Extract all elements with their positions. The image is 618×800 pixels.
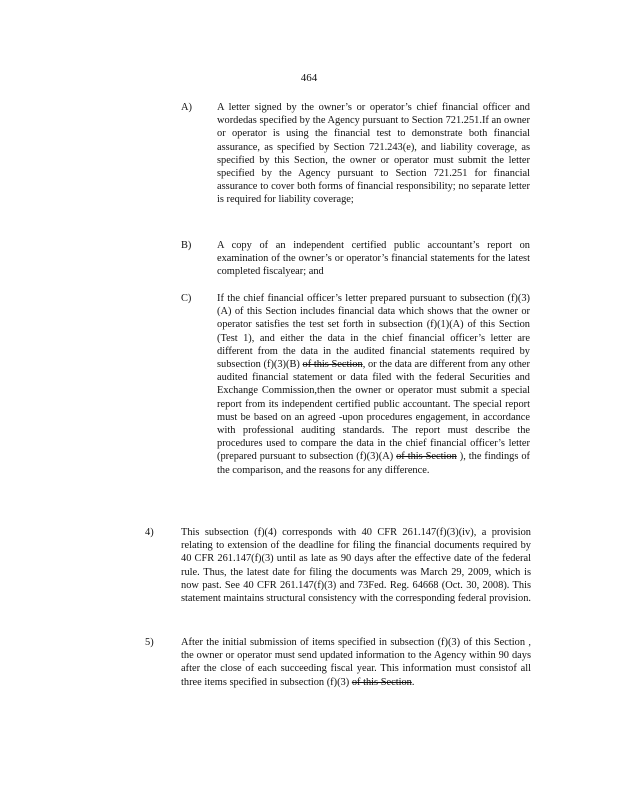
paragraph-c-strikethrough-1: of this Section <box>302 359 363 371</box>
paragraph-5-label: 5) <box>145 637 154 648</box>
paragraph-4-label: 4) <box>145 527 154 538</box>
paragraph-c-text-part-3: ), the findings of the comparison, and the reasons for any difference. <box>217 451 530 476</box>
paragraph-5-text-part-1: After the initial submission of items specified in subsection (f)(3) of this Section , the owner or operator must send updated information to the Agency within 90 days after the close of each succeeding fiscal year. This information must consistof all three items specified in subsection (f)(3) <box>181 637 531 688</box>
paragraph-5-strikethrough: of this Section <box>351 676 412 688</box>
paragraph-b-label: B) <box>181 240 192 251</box>
paragraph-c-text-part-1: If the chief financial officer’s letter prepared pursuant to subsection (f)(3)(A) of this Section includes financial data which shows that the owner or operator satisfies the test set forth in subsection (f)(1)(A) of this Section (Test 1), and either the data in the chief financial officer’s letter are different from the data in the audited financial statements required by subsection (f)(3)(B) <box>217 293 530 371</box>
page-number: 464 <box>300 72 318 84</box>
paragraph-4-text: This subsection (f)(4) corresponds with 40 CFR 261.147(f)(3)(iv), a provision relating to extension of the deadline for filing the financial documents required by 40 CFR 261.147(f)(3) until as late as 90 days after the effective date of the federal rule. Thus, the latest date for filing the documents was March 29, 2009, which is now past. See 40 CFR 261.147(f)(3) and 73Fed. Reg. 64668 (Oct. 30, 2008). This statement maintains structural consistency with the corresponding federal provision. <box>181 527 532 605</box>
paragraph-5-text <box>181 636 531 689</box>
paragraph-5-text-part-2: . <box>411 676 415 688</box>
paragraph-c-strikethrough-2: of this Section <box>396 451 457 463</box>
paragraph-a-text: A letter signed by the owner’s or operator’s chief financial officer and wordedas specified by the Agency pursuant to Section 721.251.If an owner or operator is using the financial test to demonstrate both financial assurance, as specified by Section 721.243(e), and liability coverage, as specified by this Section, the owner or operator must submit the letter specified by the Agency pursuant to Section 721.251 for financial assurance to cover both forms of financial responsibility; no separate letter is required for liability coverage; <box>217 102 530 206</box>
paragraph-a-label: A) <box>181 102 192 113</box>
paragraph-c-label: C) <box>181 293 192 304</box>
paragraph-b-text: A copy of an independent certified public accountant’s report on examination of the owner’s or operator’s financial statements for the latest completed fiscalyear; and <box>217 240 530 278</box>
paragraph-c-text-part-2: , or the data are different from any other audited financial statement or data filed with the federal Securities and Exchange Commission,then the owner or operator must submit a special report from its independent certified public accountant. The special report must be based on an agreed -upon procedures engagement, in accordance with professional auditing standards. The report must describe the procedures used to compare the data in the chief financial officer’s letter (prepared pursuant to subsection (f)(3)(A) <box>217 359 530 463</box>
paragraph-c-text <box>217 292 530 477</box>
